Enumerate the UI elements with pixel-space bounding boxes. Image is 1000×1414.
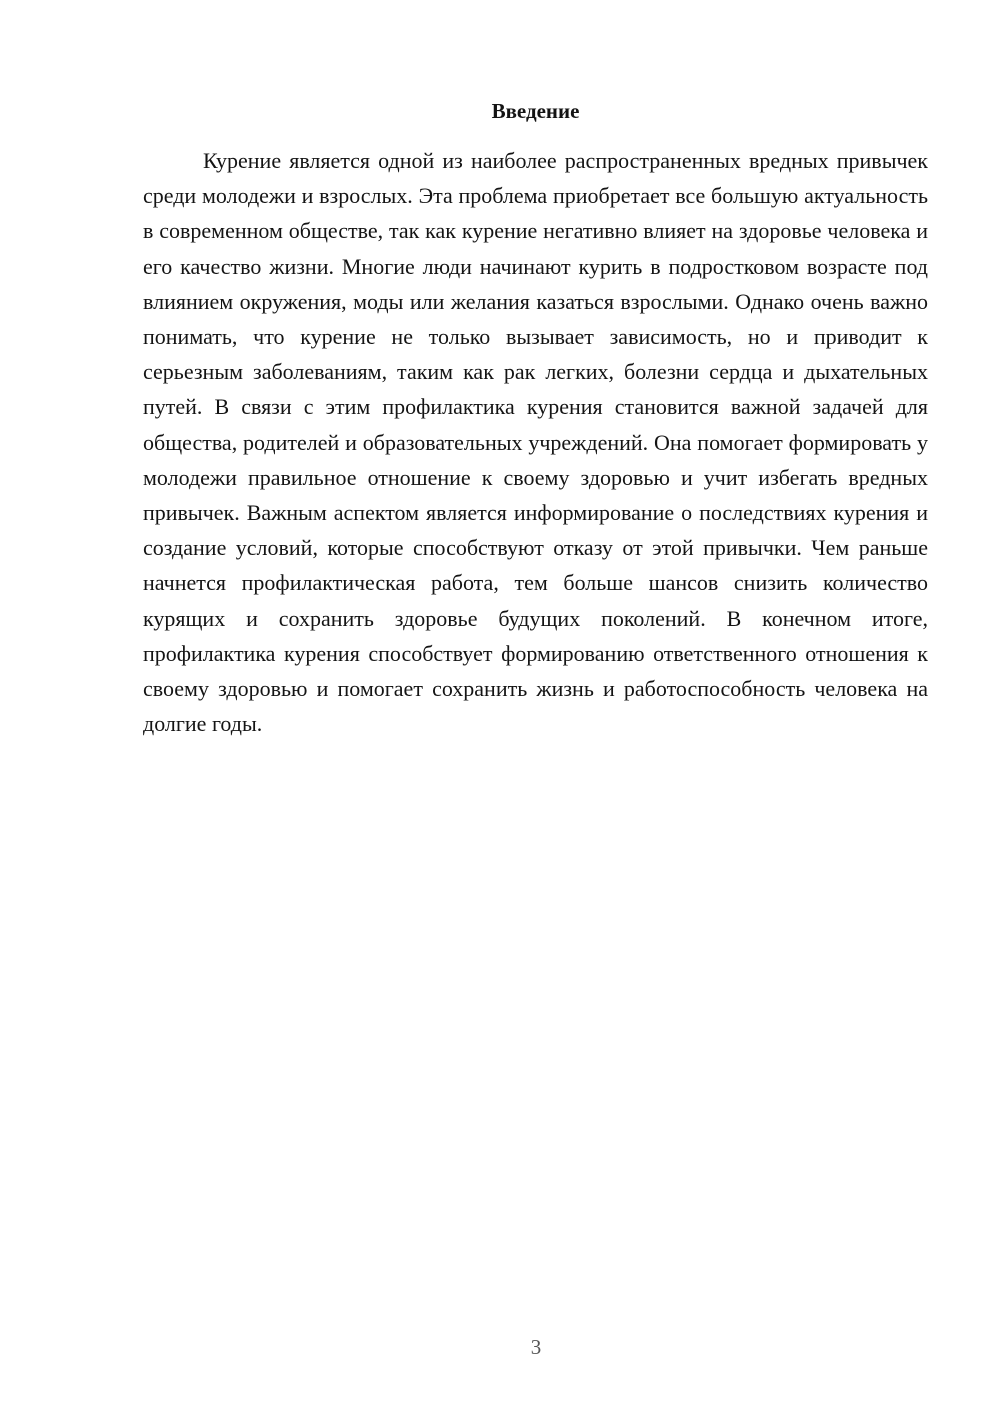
section-heading: Введение [491,99,580,123]
body-paragraph: Курение является одной из наиболее распространенных вредных привычек среди молодежи и взрослых. Эта проблема приобретает все большую актуальность в современном обществе, так как курение негативно влияет на здоровье человека и его качество жизни. Многие люди начинают курить в подростковом возрасте под влиянием окружения, моды или желания казаться взрослыми. Однако очень важно понимать, что курение не только вызывает зависимость, но и приводит к серьезным заболеваниям, таким как рак легких, болезни сердца и дыхательных путей. В связи с этим профилактика курения становится важной задачей для общества, родителей и образовательных учреждений. Она помогает формировать у молодежи правильное отношение к своему здоровью и учит избегать вредных привычек. Важным аспектом является информирование о последствиях курения и создание условий, которые способствуют отказу от этой привычки. Чем раньше начнется профилактическая работа, тем больше шансов снизить количество курящих и сохранить здоровье будущих поколений. В конечном итоге, профилактика курения способствует формированию ответственного отношения к своему здоровью и помогает сохранить жизнь и работоспособность человека на долгие годы. [143,148,928,737]
page-number: 3 [530,1335,542,1359]
